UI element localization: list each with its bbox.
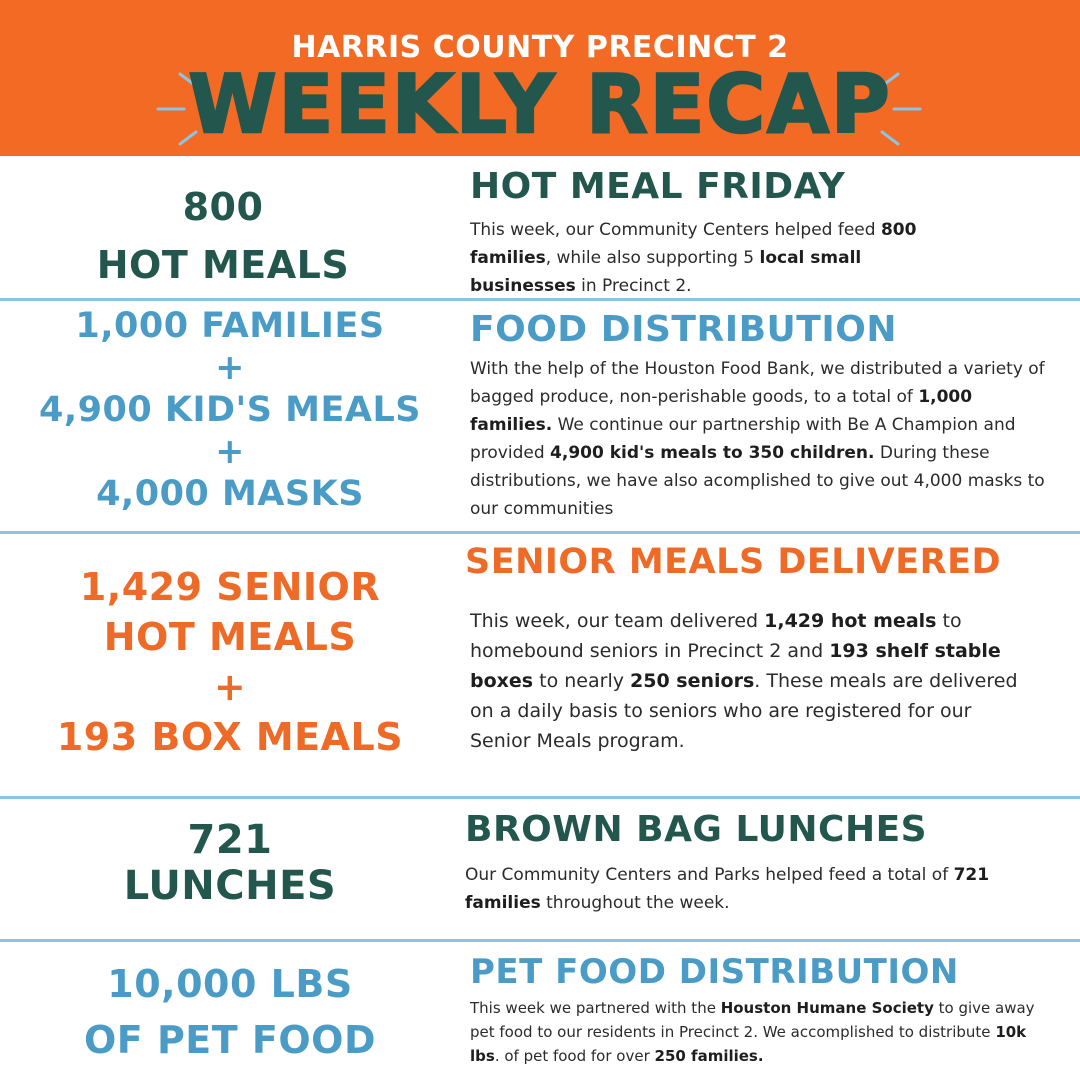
body-text: During these distributions, we have also acomplished to give out 4,000 masks to our communities [470,443,1045,519]
plus-sign: + [215,432,245,472]
brown-bag-heading: BROWN BAG LUNCHES [465,809,928,850]
brown-bag-stat-label: LUNCHES [123,863,337,909]
senior-stat [0,562,460,762]
body-text: We continue our partnership with Be A Champion and provided [470,415,1016,463]
highlight-text: 10k lbs [470,1023,1027,1065]
plus-sign: + [215,348,245,388]
food-stat [0,305,460,515]
header-supertitle: HARRIS COUNTY PRECINCT 2 [291,30,789,65]
highlight-text: 1,429 hot meals [764,610,937,632]
senior-stat-hot-meals-label: HOT MEALS [103,615,357,659]
body-text: Our Community Centers and Parks helped feed a total of [465,865,954,885]
pet-heading: PET FOOD DISTRIBUTION [470,952,959,992]
body-text: With the help of the Houston Food Bank, we distributed a variety of bagged produce, non-perishable goods, to a total of [470,359,1045,407]
food-stat-kids-meals: 4,900 KID'S MEALS [38,390,422,430]
pet-stat-label: OF PET FOOD [83,1018,377,1062]
food-body [470,355,1050,523]
body-text: This week we partnered with the [470,999,721,1017]
food-stat-families: 1,000 FAMILIES [75,306,385,346]
senior-stat-hot-meals: 1,429 SENIOR [79,565,381,609]
senior-heading: SENIOR MEALS DELIVERED [465,542,1002,582]
highlight-text: 250 families. [654,1047,764,1065]
pet-stat-amount: 10,000 LBS [107,962,353,1006]
highlight-text: 193 shelf stable boxes [470,640,1001,692]
body-text: to homebound seniors in Precinct 2 and [470,610,962,662]
section-food-distribution [0,301,1080,531]
hot-meal-heading: HOT MEAL FRIDAY [470,166,846,207]
body-text: . of pet food for over [494,1047,655,1065]
body-text: , while also supporting 5 [545,248,760,268]
brown-bag-stat-number: 721 [187,817,273,863]
highlight-text: 4,900 kid's meals to 350 children. [550,443,875,463]
highlight-text: local small businesses [470,248,862,296]
section-senior-meals [0,534,1080,796]
senior-body [470,606,1030,756]
plus-sign: + [213,665,247,709]
senior-stat-box-meals: 193 BOX MEALS [56,715,404,759]
body-text: to nearly [533,670,631,692]
section-brown-bag [0,799,1080,939]
pet-body [470,996,1040,1068]
body-text: throughout the week. [540,893,730,913]
highlight-text: Houston Humane Society [720,999,934,1017]
section-hot-meal [0,156,1080,298]
section-pet-food [0,942,1080,1080]
hot-meal-stat-label: HOT MEALS [96,243,350,287]
body-text: This week, our team delivered [470,610,765,632]
highlight-text: 800 families [470,220,917,268]
hot-meal-stat-number: 800 [182,185,264,229]
food-heading: FOOD DISTRIBUTION [470,309,897,350]
header-title: WEEKLY RECAP [188,58,892,151]
brown-bag-stat [0,817,460,909]
hot-meal-stat [0,178,446,294]
body-text: to give away pet food to our residents in Precinct 2. We accomplished to distribute [470,999,1035,1041]
hot-meal-body [470,216,970,300]
pet-stat [0,956,460,1068]
highlight-text: 721 families [465,865,990,913]
body-text: This week, our Community Centers helped feed [470,220,881,240]
header-banner [0,0,1080,156]
body-text: . These meals are delivered on a daily basis to seniors who are registered for our Senior Meals program. [470,670,1018,752]
brown-bag-body [465,861,1025,917]
food-stat-masks: 4,000 MASKS [96,474,364,514]
body-text: in Precinct 2. [575,276,692,296]
highlight-text: 250 seniors [630,670,755,692]
highlight-text: 1,000 families. [470,387,973,435]
